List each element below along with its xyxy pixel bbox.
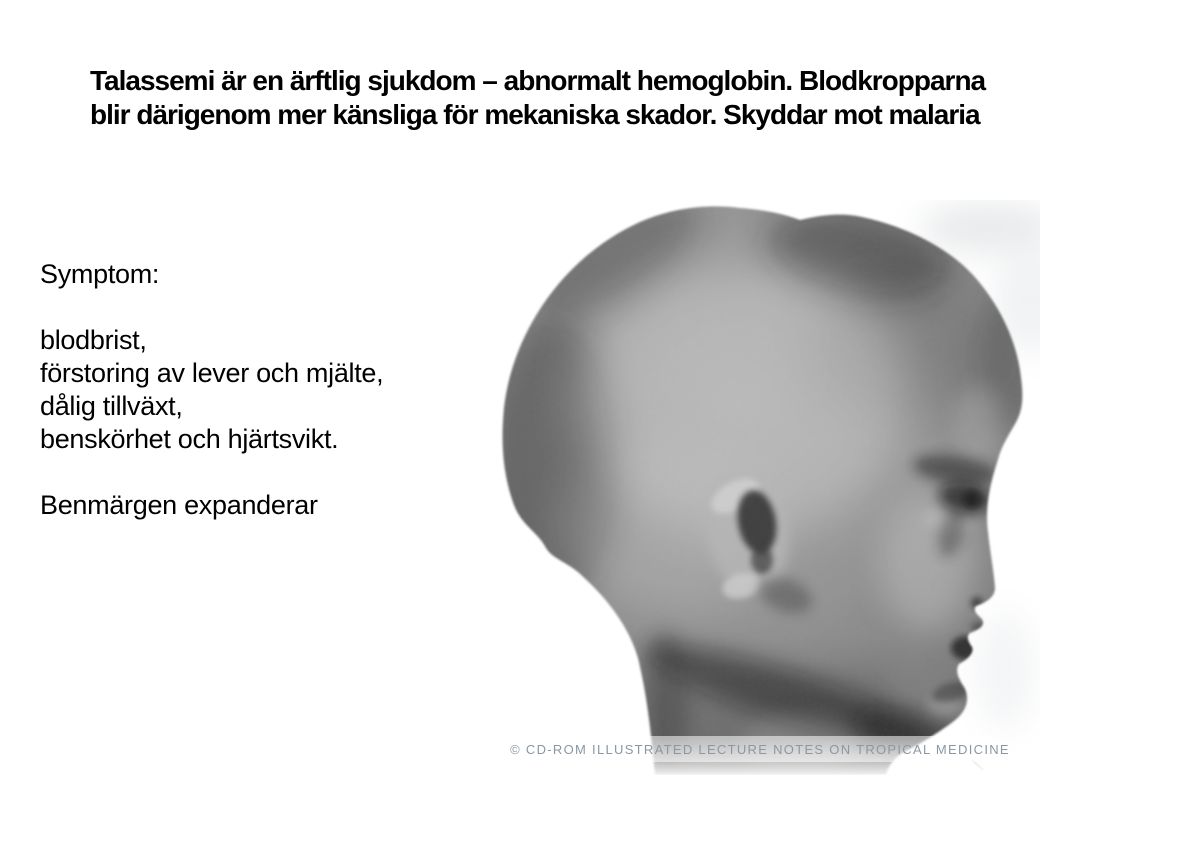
symptom-line-bone-heart: benskörhet och hjärtsvikt. — [40, 424, 339, 454]
symptom-line-anemia: blodbrist, — [40, 325, 147, 355]
slide-title-line2: blir därigenom mer känsliga för mekaniska skador. Skyddar mot malaria — [90, 99, 980, 130]
child-head — [500, 200, 1040, 775]
child-profile-illustration — [500, 200, 1040, 775]
symptoms-heading: Symptom: — [40, 259, 160, 289]
symptom-line-organ-enlargement: förstoring av lever och mjälte, — [40, 358, 384, 388]
symptoms-block — [40, 258, 470, 522]
symptom-line-poor-growth: dålig tillväxt, — [40, 391, 183, 421]
photo-caption: © CD-ROM ILLUSTRATED LECTURE NOTES ON TROPICAL MEDICINE — [510, 741, 1010, 757]
slide-title — [90, 64, 1100, 132]
bone-marrow-note: Benmärgen expanderar — [40, 490, 318, 520]
photo-caption-band — [510, 736, 1010, 762]
slide-title-line1: Talassemi är en ärftlig sjukdom – abnormalt hemoglobin. Blodkropparna — [90, 65, 986, 96]
thalassemia-child-photo — [500, 200, 1040, 775]
